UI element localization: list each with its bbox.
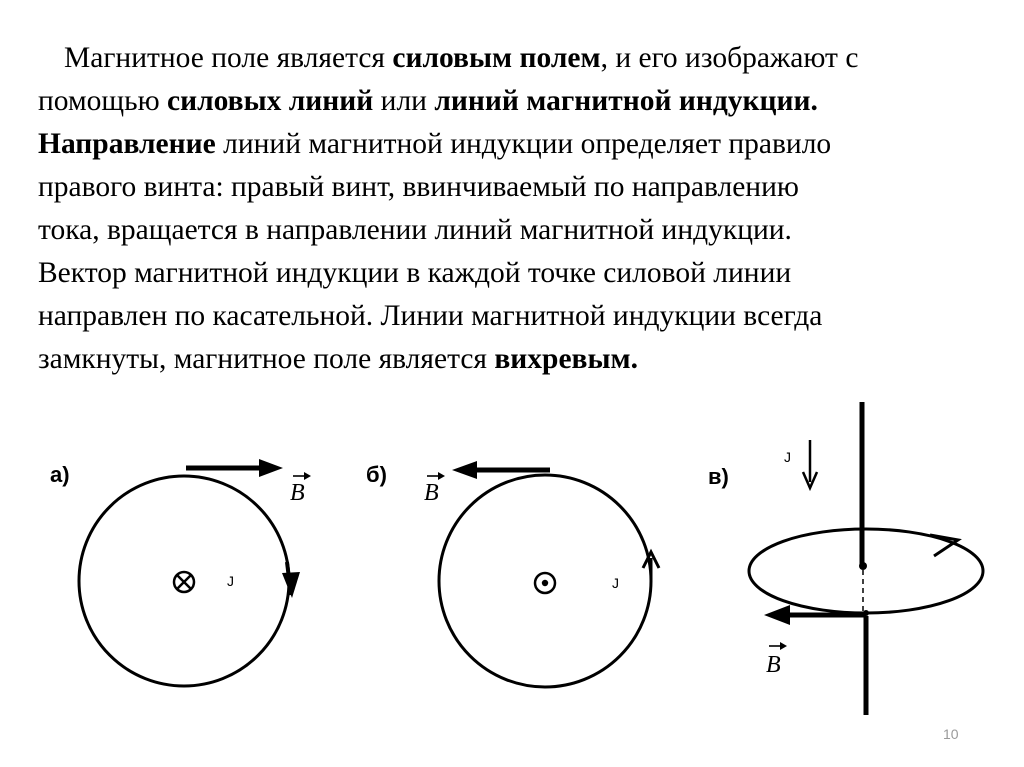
vector-letter-c: B: [766, 652, 781, 678]
bold-term-direction: Направление: [38, 128, 216, 160]
vector-letter-a: B: [290, 480, 305, 506]
text-line-4: правого винта: правый винт, ввинчиваемый по направлению: [38, 171, 799, 203]
text-span: или: [373, 85, 435, 117]
text-line-8: [38, 338, 998, 381]
field-line-ellipse-c: [749, 529, 983, 613]
tangent-vector-arrow-a: [186, 459, 283, 477]
bold-term-force-field: силовым полем: [392, 42, 601, 74]
text-line-5: тока, вращается в направлении линий магнитной индукции.: [38, 214, 792, 246]
current-label-b: J: [612, 575, 619, 591]
vector-bar-head-a: [304, 472, 311, 480]
text-line-3: [38, 123, 998, 166]
vector-letter-b: B: [424, 480, 439, 506]
text-line-6: Вектор магнитной индукции в каждой точке силовой линии: [38, 257, 792, 289]
text-span: помощью: [38, 85, 167, 117]
conductor-center-point: [859, 562, 867, 570]
circulation-arrowhead-a: [282, 572, 300, 598]
figure-c: [708, 402, 983, 715]
vector-label-c: [766, 642, 787, 678]
figure-a: [50, 459, 311, 686]
magnetic-field-diagram: [0, 390, 1024, 730]
bold-term-force-lines: силовых линий: [166, 85, 374, 117]
figure-c-label: в): [708, 464, 729, 489]
vector-bar-head-c: [780, 642, 787, 650]
vector-label-a: [290, 472, 311, 506]
text-span: линий магнитной индукции определяет правило: [215, 128, 832, 160]
text-line-1: [38, 37, 998, 80]
bold-term-induction-lines: линий магнитной индукции.: [434, 85, 818, 117]
vector-bar-head-b: [438, 472, 445, 480]
current-out-of-page-icon: [535, 573, 555, 593]
current-label-a: J: [227, 573, 234, 589]
text-line-7: направлен по касательной. Линии магнитной индукции всегда: [38, 300, 823, 332]
text-line-2: [38, 80, 998, 123]
current-into-page-icon: [174, 572, 194, 592]
text-span: замкнуты, магнитное поле является: [38, 343, 495, 375]
page-number: 10: [943, 726, 959, 742]
vector-label-b: [424, 472, 445, 506]
current-label-c: J: [784, 449, 791, 465]
figure-b-label: б): [366, 462, 387, 487]
current-direction-arrow-c: [803, 440, 817, 488]
figure-b: [366, 461, 659, 687]
text-span: , и его изображают с: [600, 42, 859, 74]
text-span: Магнитное поле является: [64, 42, 393, 74]
bold-term-vortex: вихревым.: [494, 343, 638, 375]
figure-a-label: а): [50, 462, 70, 487]
main-paragraph: [38, 37, 998, 381]
